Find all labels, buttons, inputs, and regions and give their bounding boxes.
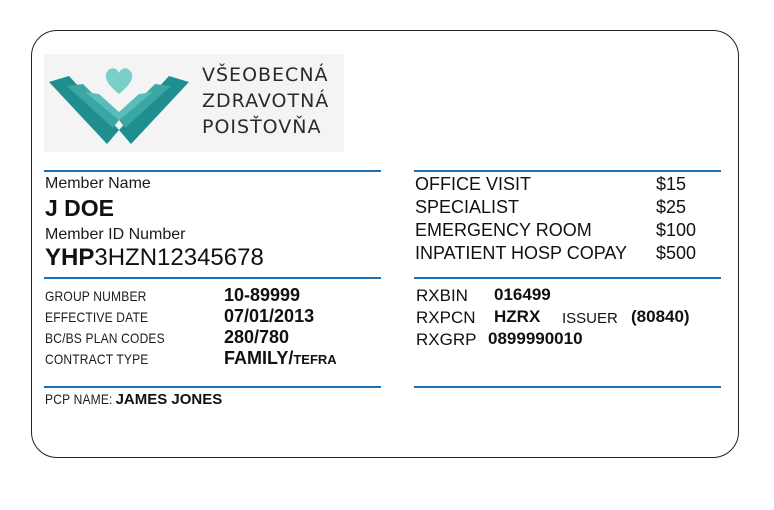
insurer-name: [202, 62, 329, 140]
benefit-label-inpatient: INPATIENT HOSP COPAY: [415, 243, 628, 263]
vszp-logo-mark-icon: [49, 64, 189, 150]
pcp-name-label: PCP NAME:: [45, 391, 113, 407]
contract-type-value: [224, 348, 337, 369]
divider-right-top: [414, 170, 721, 172]
benefit-label-emergency-room: EMERGENCY ROOM: [415, 220, 592, 240]
rxgrp-label: RXGRP: [416, 330, 477, 349]
benefit-amount-office-visit: $15: [656, 174, 687, 194]
effective-date-value: 07/01/2013: [224, 306, 315, 326]
insurer-name-line2: ZDRAVOTNÁ: [202, 90, 330, 112]
benefit-amount-specialist: $25: [656, 197, 687, 217]
member-id-prefix: YHP: [45, 244, 95, 271]
divider-right-mid: [414, 277, 721, 279]
rxpcn-value: HZRX: [494, 307, 541, 326]
insurer-name-line3: POISŤOVŇA: [202, 116, 322, 138]
benefit-amount-inpatient: $500: [656, 243, 697, 263]
rxbin-value: 016499: [494, 285, 551, 304]
plan-codes-label: BC/BS PLAN CODES: [45, 330, 165, 346]
divider-left-mid: [44, 277, 381, 279]
group-number-label: GROUP NUMBER: [45, 288, 147, 304]
insurer-name-line1: VŠEOBECNÁ: [202, 64, 329, 86]
pcp-name: [45, 391, 222, 409]
benefit-label-specialist: SPECIALIST: [415, 197, 520, 217]
member-name-label: Member Name: [45, 175, 151, 192]
rxpcn-label: RXPCN: [416, 308, 476, 327]
contract-type-main: FAMILY/: [224, 348, 294, 368]
pcp-name-value: JAMES JONES: [115, 391, 223, 408]
rxgrp-value: 0899990010: [488, 329, 583, 348]
divider-right-bottom: [414, 386, 721, 388]
plan-codes-value: 280/780: [224, 327, 290, 347]
divider-left-bottom: [44, 386, 381, 388]
insurer-logo: [44, 54, 344, 152]
rxbin-label: RXBIN: [416, 286, 468, 305]
issuer-value: (80840): [631, 307, 690, 326]
member-id: [45, 244, 264, 272]
divider-left-top: [44, 170, 381, 172]
member-name: J DOE: [45, 195, 115, 221]
benefit-amount-emergency-room: $100: [656, 220, 697, 240]
effective-date-label: EFFECTIVE DATE: [45, 309, 149, 325]
benefit-label-office-visit: OFFICE VISIT: [415, 174, 532, 194]
contract-type-suffix: TEFRA: [293, 352, 337, 367]
group-number-value: 10-89999: [224, 285, 301, 305]
issuer-label: ISSUER: [562, 310, 618, 327]
contract-type-label: CONTRACT TYPE: [45, 351, 149, 367]
member-id-number: 3HZN12345678: [94, 244, 264, 271]
member-id-label: Member ID Number: [45, 226, 186, 243]
